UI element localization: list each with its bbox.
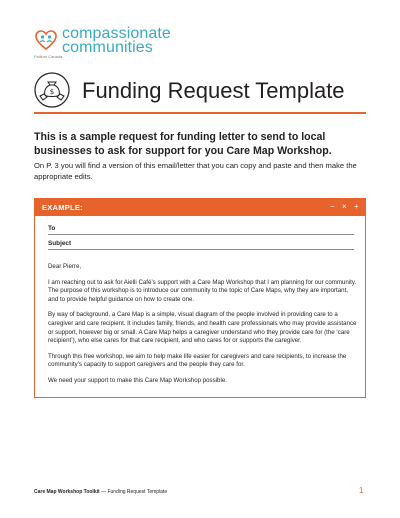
footer-separator: — <box>99 489 108 495</box>
brand-name-line2: communities <box>62 39 153 56</box>
letter-paragraph: I am reaching out to ask for Aielli Café’s support with a Care Map Workshop that I am planning for our community. The purpose of this workshop is to introduce our community to the topic of Care Maps, why they are important, and to provide helpful guidance on how to create one. <box>48 278 357 303</box>
letter-paragraph: We need your support to make this Care Map Workshop possible. <box>48 376 227 384</box>
minimize-icon[interactable]: − <box>330 202 335 211</box>
page-number: 1 <box>359 486 364 495</box>
to-label: To <box>48 225 56 232</box>
close-icon[interactable]: × <box>342 202 347 211</box>
page-footer <box>34 489 167 495</box>
example-label: EXAMPLE: <box>42 203 83 212</box>
subject-label: Subject <box>48 240 72 247</box>
heart-people-icon <box>34 28 58 52</box>
page-title: Funding Request Template <box>82 78 345 103</box>
footer-doc: Funding Request Template <box>107 489 168 495</box>
letter-paragraph: Through this free workshop, we aim to help make life easier for caregivers and care recipients, to increase the community’s capacity to support caregivers and the people they care for. <box>48 352 347 369</box>
letter-body <box>48 263 357 393</box>
brand-subtitle: Pallium Canada <box>34 54 63 59</box>
title-row <box>34 72 366 112</box>
letter-greeting: Dear Pierre, <box>48 263 82 270</box>
footer-toolkit: Care Map Workshop Toolkit <box>34 489 100 495</box>
to-field-line <box>48 234 354 235</box>
plus-icon[interactable]: + <box>354 202 359 211</box>
letter-paragraph: By way of background, a Care Map is a simple, visual diagram of the people involved in providing care to a caregiver and care recipient. It includes family, friends, and health care professionals who may provide assistance or support, however big or small. A Care Map helps a caregiver understand who they provide care for (the ‘care recipient’), who else cares for that care recipient, and who cares for or supports the caregiver. <box>48 311 357 345</box>
subject-field-line <box>48 249 354 250</box>
money-bag-hands-icon <box>34 72 70 108</box>
brand-logo <box>34 25 234 62</box>
brand-name-line1: compassionate <box>62 25 171 42</box>
example-header-bar <box>35 199 365 216</box>
intro-note: On P. 3 you will find a version of this email/letter that you can copy and paste and then make the appropriate edits. <box>34 161 357 181</box>
example-panel <box>34 198 366 398</box>
title-divider <box>34 112 366 114</box>
svg-text:$: $ <box>49 88 55 96</box>
intro-lead: This is a sample request for funding letter to send to local businesses to ask for support for you Care Map Workshop. <box>34 131 332 157</box>
